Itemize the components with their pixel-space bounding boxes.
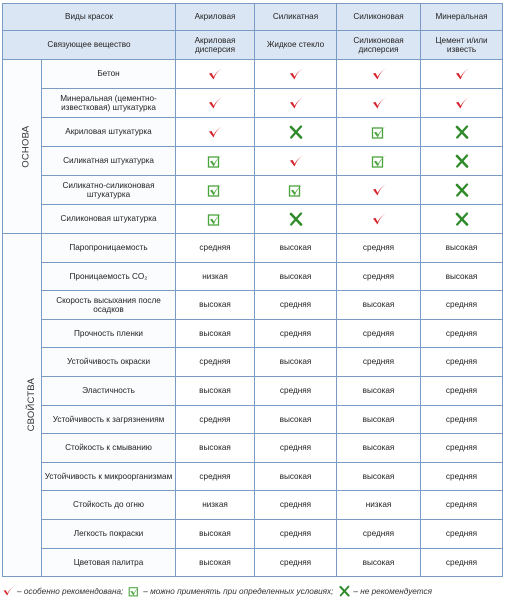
- property-value-silicate: средняя: [255, 319, 337, 348]
- legend-not-recommended-text: – не рекомендуется: [353, 586, 432, 596]
- binder-value-silicone: Силиконовая дисперсия: [337, 31, 421, 60]
- property-value-silicate: средняя: [255, 376, 337, 405]
- legend: [0, 583, 506, 599]
- property-row-label: Прочность пленки: [42, 319, 176, 348]
- property-value-silicone: высокая: [337, 376, 421, 405]
- property-row-label: Стойкость до огню: [42, 491, 176, 520]
- red-check-icon: [371, 67, 387, 81]
- property-row: [3, 376, 503, 405]
- red-check-icon: [288, 67, 304, 81]
- column-header-silicate: Силикатная: [255, 4, 337, 31]
- base-cell-acrylic: [176, 89, 255, 118]
- base-row: [3, 176, 503, 205]
- base-row-label: Силиконовая штукатурка: [42, 205, 176, 234]
- base-cell-mineral: [421, 118, 503, 147]
- property-value-acrylic: высокая: [176, 548, 255, 577]
- base-row-label: Минеральная (цементно-известковая) штукатурка: [42, 89, 176, 118]
- base-cell-silicone: [337, 89, 421, 118]
- base-row: [3, 60, 503, 89]
- green-boxed-check-icon: [207, 154, 223, 168]
- green-cross-icon: [454, 212, 470, 226]
- property-row-label: Легкость покраски: [42, 519, 176, 548]
- property-value-silicate: высокая: [255, 405, 337, 434]
- property-value-acrylic: низкая: [176, 491, 255, 520]
- red-check-icon: [371, 212, 387, 226]
- property-value-silicate: высокая: [255, 462, 337, 491]
- green-boxed-check-icon: [207, 212, 223, 226]
- property-row: [3, 434, 503, 463]
- base-row: [3, 147, 503, 176]
- property-row: [3, 291, 503, 320]
- base-row: [3, 89, 503, 118]
- base-cell-acrylic: [176, 176, 255, 205]
- property-row-label: Стойкость к смыванию: [42, 434, 176, 463]
- binder-value-mineral: Цемент и/или известь: [421, 31, 503, 60]
- base-cell-silicone: [337, 176, 421, 205]
- green-cross-icon: [288, 212, 304, 226]
- column-header-acrylic: Акриловая: [176, 4, 255, 31]
- base-cell-silicate: [255, 205, 337, 234]
- property-value-acrylic: низкая: [176, 262, 255, 291]
- base-row-label: Бетон: [42, 60, 176, 89]
- base-cell-mineral: [421, 205, 503, 234]
- red-check-icon: [454, 67, 470, 81]
- property-row: [3, 548, 503, 577]
- green-boxed-check-icon: [128, 585, 141, 597]
- binder-value-acrylic: Акриловая дисперсия: [176, 31, 255, 60]
- property-value-mineral: высокая: [421, 262, 503, 291]
- property-value-silicate: средняя: [255, 519, 337, 548]
- property-value-acrylic: высокая: [176, 519, 255, 548]
- property-value-silicate: средняя: [255, 491, 337, 520]
- property-value-acrylic: высокая: [176, 376, 255, 405]
- property-value-acrylic: средняя: [176, 234, 255, 263]
- property-row: [3, 348, 503, 377]
- red-check-icon: [2, 585, 15, 597]
- red-check-icon: [207, 96, 223, 110]
- property-value-acrylic: средняя: [176, 405, 255, 434]
- property-row-label: Паропроницаемость: [42, 234, 176, 263]
- group-label-properties: [3, 234, 42, 577]
- green-cross-icon: [454, 125, 470, 139]
- base-cell-mineral: [421, 60, 503, 89]
- base-cell-silicate: [255, 60, 337, 89]
- header-title: Виды красок: [3, 4, 176, 31]
- property-value-mineral: средняя: [421, 491, 503, 520]
- property-value-mineral: средняя: [421, 348, 503, 377]
- base-cell-acrylic: [176, 147, 255, 176]
- property-value-mineral: средняя: [421, 291, 503, 320]
- base-cell-acrylic: [176, 118, 255, 147]
- red-check-icon: [371, 183, 387, 197]
- property-value-silicone: высокая: [337, 434, 421, 463]
- red-check-icon: [207, 125, 223, 139]
- legend-recommended-text: – особенно рекомендована;: [17, 586, 124, 596]
- property-value-mineral: средняя: [421, 405, 503, 434]
- property-row-label: Устойчивость к микроорганизмам: [42, 462, 176, 491]
- base-cell-acrylic: [176, 205, 255, 234]
- property-value-silicate: средняя: [255, 291, 337, 320]
- property-value-silicone: низкая: [337, 491, 421, 520]
- group-label-properties-text: СВОЙСТВА: [26, 378, 37, 432]
- property-row-label: Устойчивость окраски: [42, 348, 176, 377]
- red-check-icon: [454, 96, 470, 110]
- property-value-acrylic: средняя: [176, 348, 255, 377]
- property-row-label: Цветовая палитра: [42, 548, 176, 577]
- binder-label: Связующее вещество: [3, 31, 176, 60]
- property-row: [3, 405, 503, 434]
- green-cross-icon: [338, 585, 351, 597]
- base-row-label: Силикатно-силиконовая штукатурка: [42, 176, 176, 205]
- base-cell-silicate: [255, 89, 337, 118]
- base-row: [3, 118, 503, 147]
- property-value-mineral: средняя: [421, 319, 503, 348]
- base-cell-silicone: [337, 147, 421, 176]
- property-value-mineral: средняя: [421, 376, 503, 405]
- property-row-label: Проницаемость CO₂: [42, 262, 176, 291]
- property-row-label: Эластичность: [42, 376, 176, 405]
- column-header-mineral: Минеральная: [421, 4, 503, 31]
- base-cell-silicone: [337, 118, 421, 147]
- base-cell-mineral: [421, 147, 503, 176]
- property-row-label: Скорость высыхания после осадков: [42, 291, 176, 320]
- red-check-icon: [207, 67, 223, 81]
- base-cell-mineral: [421, 176, 503, 205]
- property-value-silicone: средняя: [337, 262, 421, 291]
- base-row-label: Акриловая штукатурка: [42, 118, 176, 147]
- property-row: [3, 319, 503, 348]
- property-value-acrylic: высокая: [176, 434, 255, 463]
- paint-comparison-table: [2, 3, 503, 577]
- green-cross-icon: [288, 125, 304, 139]
- base-cell-silicone: [337, 60, 421, 89]
- property-value-mineral: средняя: [421, 519, 503, 548]
- property-row: [3, 519, 503, 548]
- property-row: [3, 462, 503, 491]
- green-cross-icon: [454, 183, 470, 197]
- property-value-silicone: высокая: [337, 462, 421, 491]
- group-label-base: [3, 60, 42, 234]
- property-value-acrylic: высокая: [176, 319, 255, 348]
- property-value-silicone: высокая: [337, 405, 421, 434]
- base-row-label: Силикатная штукатурка: [42, 147, 176, 176]
- base-cell-acrylic: [176, 60, 255, 89]
- binder-row: [3, 31, 503, 60]
- header-row: [3, 4, 503, 31]
- base-cell-silicone: [337, 205, 421, 234]
- binder-value-silicate: Жидкое стекло: [255, 31, 337, 60]
- property-value-silicate: средняя: [255, 548, 337, 577]
- property-row: [3, 491, 503, 520]
- property-value-silicate: высокая: [255, 348, 337, 377]
- base-row: [3, 205, 503, 234]
- property-value-silicone: средняя: [337, 348, 421, 377]
- property-value-silicate: высокая: [255, 262, 337, 291]
- green-boxed-check-icon: [371, 125, 387, 139]
- group-label-base-text: ОСНОВА: [20, 125, 32, 168]
- column-header-silicone: Силиконовая: [337, 4, 421, 31]
- base-cell-silicate: [255, 118, 337, 147]
- property-value-silicone: высокая: [337, 291, 421, 320]
- property-value-silicone: средняя: [337, 519, 421, 548]
- property-row: [3, 234, 503, 263]
- property-value-mineral: средняя: [421, 548, 503, 577]
- red-check-icon: [288, 96, 304, 110]
- green-boxed-check-icon: [207, 183, 223, 197]
- property-value-silicone: средняя: [337, 234, 421, 263]
- property-value-silicone: высокая: [337, 548, 421, 577]
- base-cell-mineral: [421, 89, 503, 118]
- red-check-icon: [288, 154, 304, 168]
- property-row-label: Устойчивость к загрязнениям: [42, 405, 176, 434]
- base-cell-silicate: [255, 176, 337, 205]
- property-value-mineral: средняя: [421, 434, 503, 463]
- green-boxed-check-icon: [288, 183, 304, 197]
- green-cross-icon: [454, 154, 470, 168]
- property-value-silicone: средняя: [337, 319, 421, 348]
- base-cell-silicate: [255, 147, 337, 176]
- property-value-acrylic: средняя: [176, 462, 255, 491]
- property-value-mineral: средняя: [421, 462, 503, 491]
- red-check-icon: [371, 96, 387, 110]
- property-value-acrylic: высокая: [176, 291, 255, 320]
- property-value-silicate: высокая: [255, 234, 337, 263]
- property-value-silicate: средняя: [255, 434, 337, 463]
- property-value-mineral: высокая: [421, 234, 503, 263]
- property-row: [3, 262, 503, 291]
- green-boxed-check-icon: [371, 154, 387, 168]
- legend-conditional-text: – можно применять при определенных условиях;: [143, 586, 334, 596]
